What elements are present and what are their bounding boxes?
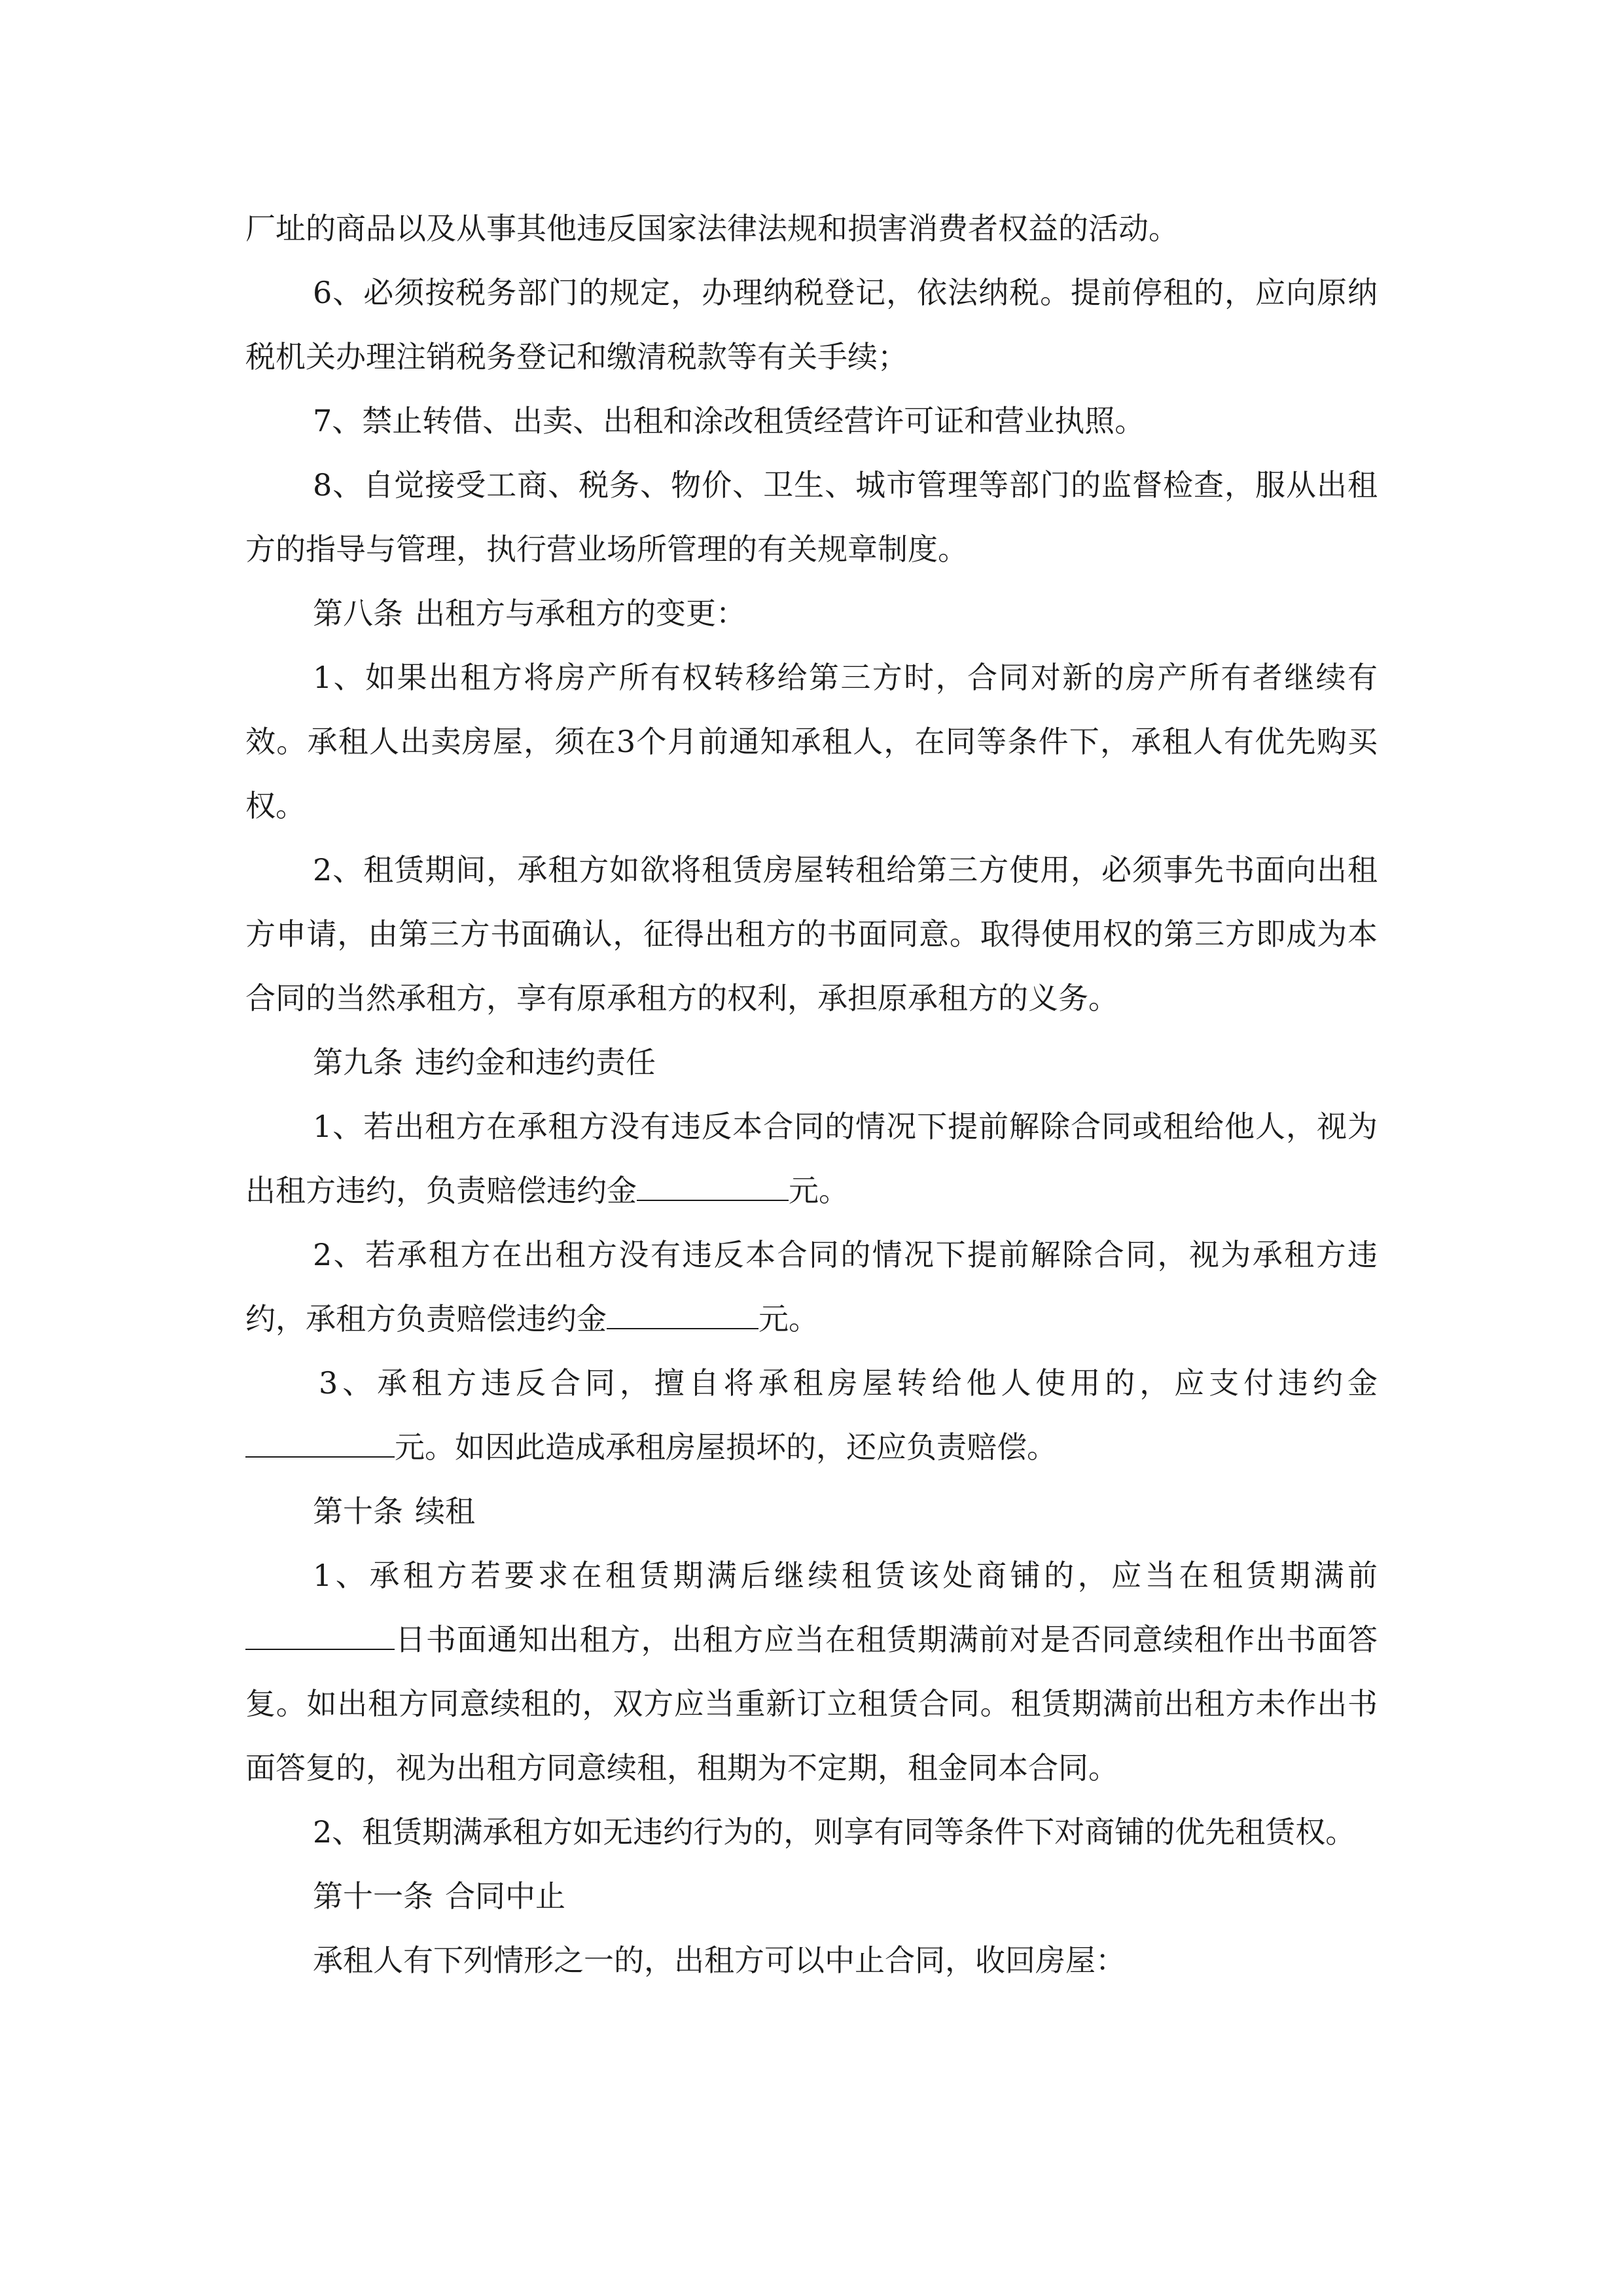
article-11-intro: 承租人有下列情形之一的，出租方可以中止合同，收回房屋： [313,1943,1126,1978]
article-10-title: 续租 [415,1494,475,1529]
article-8-clause-2: 2、租赁期间，承租方如欲将租赁房屋转租给第三方使用，必须事先书面向出租方申请，由第三方书面确认，征得出租方的书面同意。取得使用权的第三方即成为本合同的当然承租方，享有原承租方的权利，承担原承租方的义务。 [245,852,1378,1016]
article-8-number: 第八条 [313,596,403,631]
article-9-heading [245,1030,1378,1094]
notice-days-blank[interactable] [245,1623,395,1650]
article-10-number: 第十条 [313,1494,403,1529]
article-9-clause-1-text: 1、若出租方在承租方没有违反本合同的情况下提前解除合同或租给他人，视为出租方违约，负责赔偿违约金 [245,1109,1378,1208]
article-10-clause-1 [245,1543,1378,1800]
article-9-number: 第九条 [313,1045,403,1080]
article-9-clause-3 [245,1351,1378,1479]
penalty-amount-blank-2[interactable] [607,1302,758,1329]
article-10-heading [245,1479,1378,1543]
clause-6: 6、必须按税务部门的规定，办理纳税登记，依法纳税。提前停租的，应向原纳税机关办理注销税务登记和缴清税款等有关手续； [245,275,1378,374]
penalty-amount-blank-3[interactable] [245,1430,395,1458]
article-8-heading [245,581,1378,645]
clause-7: 7、禁止转借、出卖、出租和涂改租赁经营许可证和营业执照。 [313,403,1145,439]
penalty-amount-blank-1[interactable] [637,1174,789,1201]
article-9-clause-2 [245,1223,1378,1351]
article-11-number: 第十一条 [313,1878,433,1914]
article-8-clause-1: 1、如果出租方将房产所有权转移给第三方时，合同对新的房产所有者继续有效。承租人出卖房屋，须在3个月前通知承租人，在同等条件下，承租人有优先购买权。 [245,660,1378,823]
article-8-title: 出租方与承租方的变更： [415,596,746,631]
article-9-clause-2-text: 2、若承租方在出租方没有违反本合同的情况下提前解除合同，视为承租方违约，承租方负责赔偿违约金 [245,1237,1378,1336]
article-9-clause-1-unit: 元。 [789,1173,849,1208]
article-9-clause-3-text: 3、承租方违反合同，擅自将承租房屋转给他人使用的，应支付违约金 [319,1365,1378,1401]
article-11-heading [245,1864,1378,1928]
article-9-title: 违约金和违约责任 [415,1045,656,1080]
clause-8: 8、自觉接受工商、税务、物价、卫生、城市管理等部门的监督检查，服从出租方的指导与管理，执行营业场所管理的有关规章制度。 [245,467,1378,567]
article-11-title: 合同中止 [445,1878,565,1914]
article-10-clause-1-text: 1、承租方若要求在租赁期满后继续租赁该处商铺的，应当在租赁期满前 [313,1558,1378,1593]
article-10-clause-2: 2、租赁期满承租方如无违约行为的，则享有同等条件下对商铺的优先租赁权。 [313,1814,1356,1850]
article-9-clause-2-unit: 元。 [758,1301,819,1336]
document-page [245,196,1378,1992]
article-9-clause-3-rest: 元。如因此造成承租房屋损坏的，还应负责赔偿。 [395,1429,1057,1465]
article-10-clause-1-rest: 日书面通知出租方，出租方应当在租赁期满前对是否同意续租作出书面答复。如出租方同意续租的，双方应当重新订立租赁合同。租赁期满前出租方未作出书面答复的，视为出租方同意续租，租期为不定期，租金同本合同。 [245,1622,1378,1785]
paragraph-continuation: 厂址的商品以及从事其他违反国家法律法规和损害消费者权益的活动。 [245,211,1179,246]
article-9-clause-1 [245,1094,1378,1223]
